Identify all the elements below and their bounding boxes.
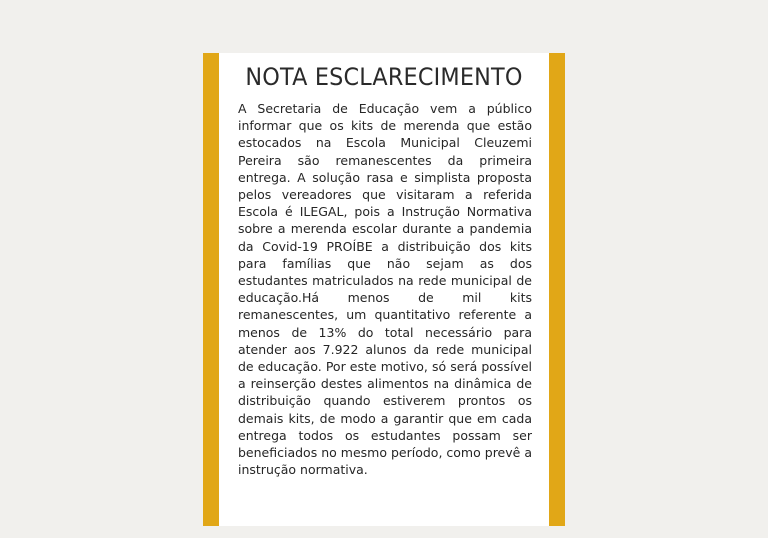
note-body: A Secretaria de Educação vem a público informar que os kits de merenda que estão estocados na Escola Municipal Cleuzemi Pereira são remanescentes da primeira entrega. A solução rasa e simplista proposta pelos vereadores que visitaram a referida Escola é ILEGAL, pois a Instrução Normativa sobre a merenda escolar durante a pandemia da Covid-19 PROÍBE a distribuição dos kits para famílias que não sejam as dos estudantes matriculados na rede municipal de educação.Há menos de mil kits remanescentes, um quantitativo referente a menos de 13% do total necessário para atender aos 7.922 alunos da rede municipal de educação. Por este motivo, só será possível a reinserção destes alimentos na dinâmica de distribuição quando estiverem prontos os demais kits, de modo a garantir que em cada entrega todos os estudantes possam ser beneficiados no mesmo período, como prevê a instrução normativa. bbox=[238, 101, 532, 478]
clarification-note-card bbox=[203, 53, 565, 526]
right-accent-bar bbox=[549, 53, 565, 526]
left-accent-bar bbox=[203, 53, 219, 526]
note-title: NOTA ESCLARECIMENTO bbox=[245, 63, 523, 91]
